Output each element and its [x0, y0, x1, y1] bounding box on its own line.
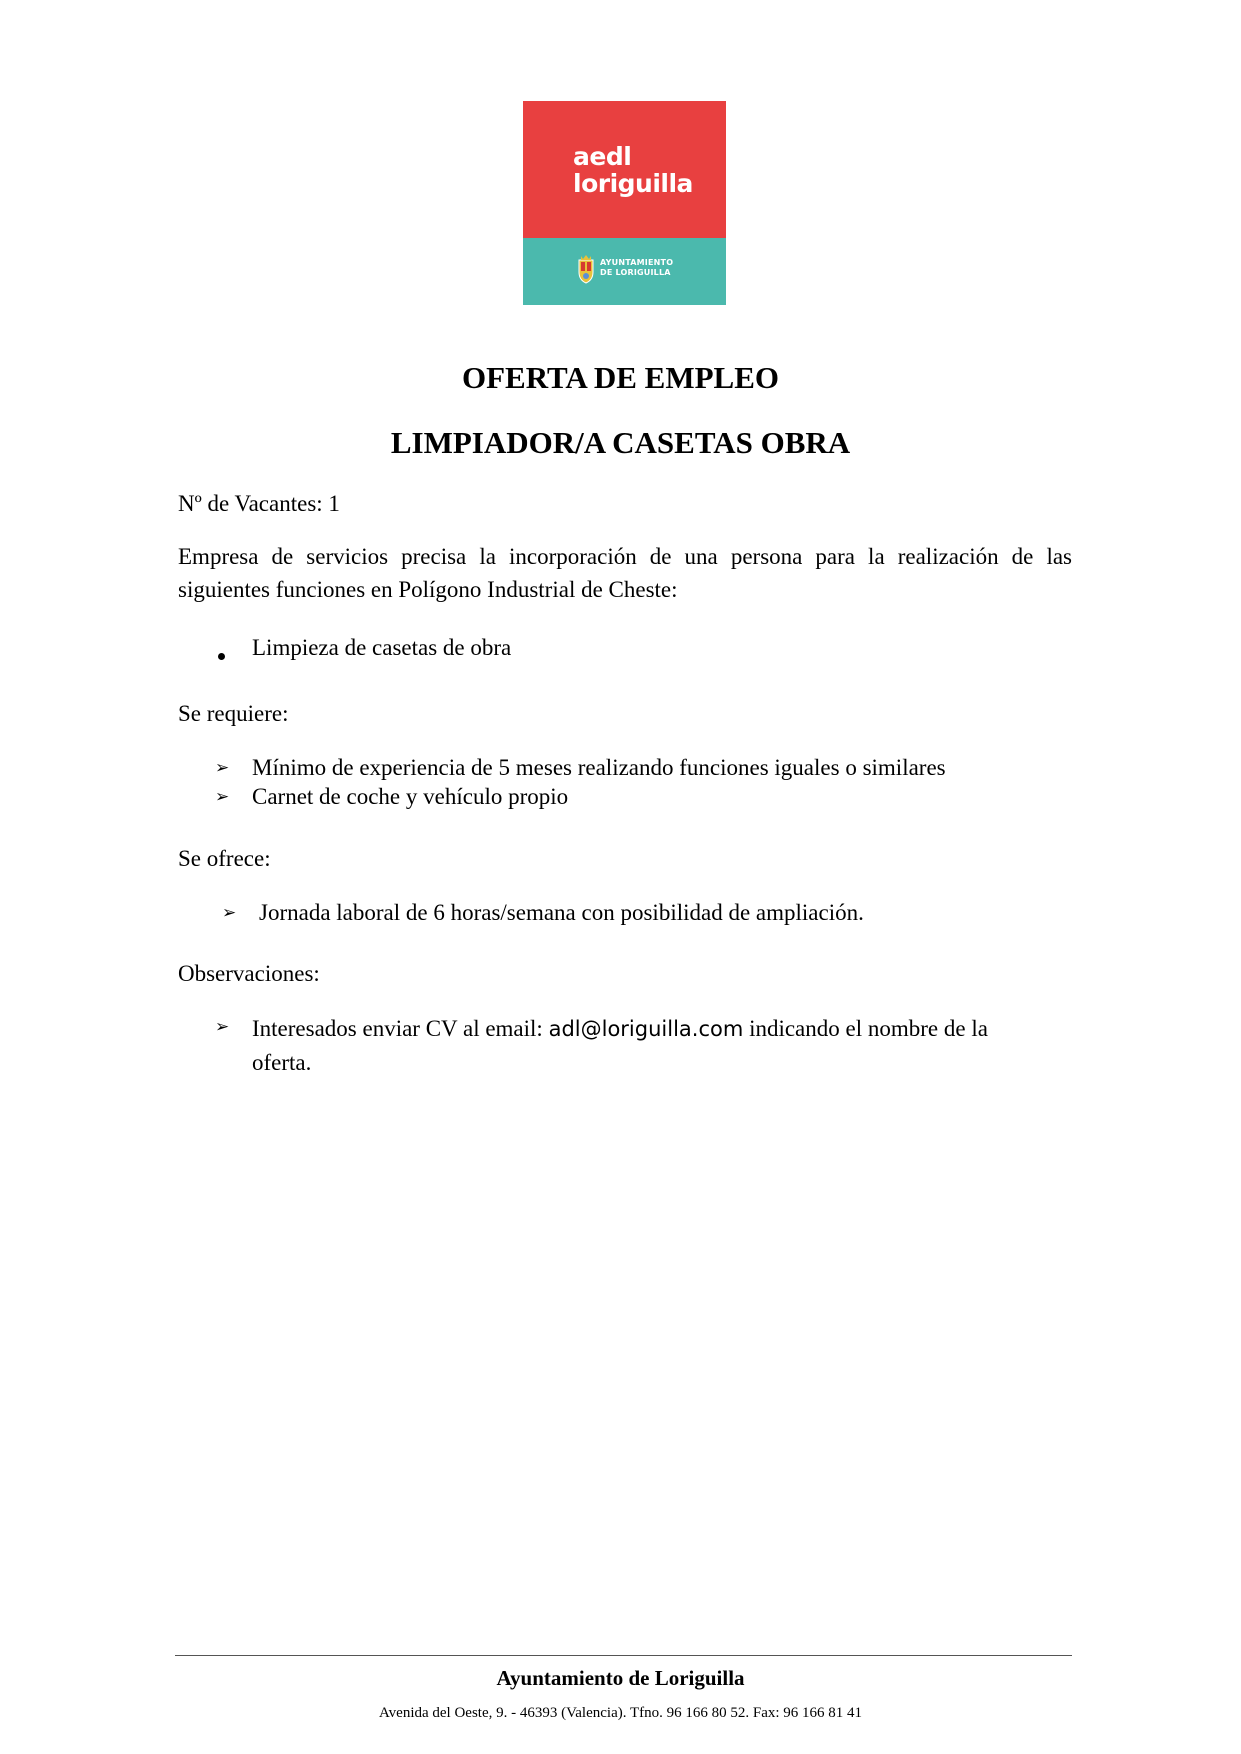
- contact-email: adl@loriguilla.com: [548, 1017, 744, 1041]
- offer-label: Se ofrece:: [178, 846, 271, 871]
- observation-text-tail: indicando el nombre de la: [743, 1016, 988, 1041]
- aedl-loriguilla-logo: [523, 101, 726, 305]
- logo-line-2: loriguilla: [573, 169, 693, 198]
- arrow-bullet-icon: ➢: [222, 903, 237, 922]
- logo-red-block: [523, 101, 726, 238]
- arrow-bullet-icon: ➢: [215, 758, 230, 777]
- footer-organization: Ayuntamiento de Loriguilla: [496, 1666, 745, 1690]
- observation-text: Interesados enviar CV al email:: [252, 1016, 549, 1041]
- function-item: Limpieza de casetas de obra: [252, 635, 512, 660]
- vacancies-count: Nº de Vacantes: 1: [178, 491, 340, 516]
- arrow-bullet-icon: ➢: [215, 1017, 230, 1036]
- coat-of-arms-icon: [575, 254, 597, 284]
- logo-wordmark: [573, 143, 693, 197]
- logo-ayto-line-1: AYUNTAMIENTO: [600, 258, 674, 267]
- arrow-bullet-icon: ➢: [215, 787, 230, 806]
- requirements-label: Se requiere:: [178, 701, 289, 726]
- job-position-title: LIMPIADOR/A CASETAS OBRA: [390, 425, 851, 460]
- footer-address: Avenida del Oeste, 9. - 46393 (Valencia). Tfno. 96 166 80 52. Fax: 96 166 81 41: [378, 1705, 863, 1721]
- bullet-icon: [218, 653, 225, 660]
- page-title: OFERTA DE EMPLEO: [462, 360, 779, 395]
- logo-teal-block: [523, 238, 726, 305]
- observations-label: Observaciones:: [178, 961, 320, 986]
- intro-paragraph: Empresa de servicios precisa la incorporación de una persona para la realización de las siguientes funciones en Polígono Industrial de Cheste:: [178, 544, 1072, 602]
- offer-item: Jornada laboral de 6 horas/semana con posibilidad de ampliación.: [259, 900, 864, 925]
- logo-ayuntamiento-text: [600, 258, 673, 278]
- requirement-item: Mínimo de experiencia de 5 meses realizando funciones iguales o similares: [252, 755, 946, 780]
- observation-text-end: oferta.: [252, 1050, 312, 1075]
- requirement-item: Carnet de coche y vehículo propio: [252, 784, 569, 809]
- observation-item: [252, 1012, 1072, 1080]
- logo-ayto-line-2: DE LORIGUILLA: [600, 268, 671, 277]
- footer-divider: [175, 1655, 1072, 1656]
- logo-line-1: aedl: [573, 142, 632, 171]
